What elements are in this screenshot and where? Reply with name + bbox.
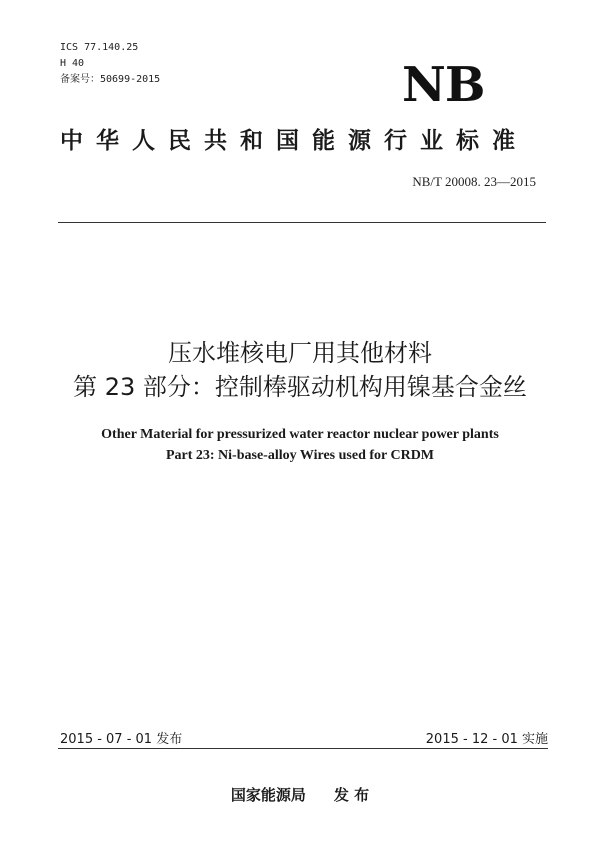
issuer-line <box>0 784 600 805</box>
english-title-line1: Other Material for pressurized water reactor nuclear power plants <box>101 427 499 442</box>
issuer-name: 国家能源局 <box>230 786 306 804</box>
header-divider <box>58 222 546 223</box>
english-title <box>0 424 600 466</box>
ics-code: ICS 77.140.25 <box>60 42 139 53</box>
english-title-line2: Part 23: Ni-base-alloy Wires used for CRDM <box>165 448 435 463</box>
standard-number: NB/T 20008. 23—2015 <box>412 174 536 189</box>
record-number: 备案号：50699-2015 <box>60 74 161 85</box>
chinese-title-line1: 压水堆核电厂用其他材料 <box>168 339 432 367</box>
organization-title: 中华人民共和国能源行业标准 <box>60 128 528 154</box>
classification-block <box>60 40 160 88</box>
implement-date: 2015 - 12 - 01 实施 <box>425 732 548 747</box>
nb-logo: NB <box>402 57 485 113</box>
chinese-title-line2: 第 23 部分：控制棒驱动机构用镍基合金丝 <box>73 373 527 401</box>
class-code: H 40 <box>60 58 85 69</box>
footer-divider <box>58 748 548 749</box>
publish-date: 2015 - 07 - 01 发布 <box>60 732 183 747</box>
chinese-title <box>0 336 600 404</box>
issuer-action: 发 布 <box>333 786 370 804</box>
